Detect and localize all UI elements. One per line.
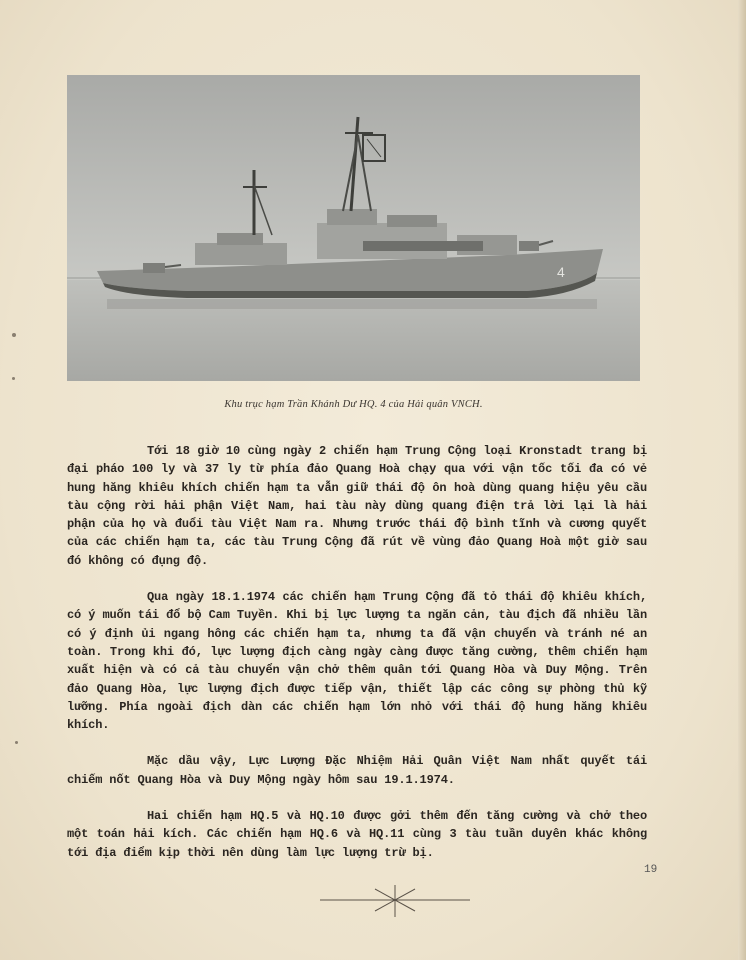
scan-speck xyxy=(12,377,15,380)
paragraph: Tới 18 giờ 10 cùng ngày 2 chiến hạm Trung Cộng loại Kronstadt trang bị đại pháo 100 ly và 37 ly từ phía đảo Quang Hoà chạy qua với vận tốc tối đa có vẻ hung hăng khiêu khích chiến hạm ta vẫn giữ thái độ ôn hoà dùng quang hiệu yêu cầu tàu cộng rời hải phận Việt Nam, hai tàu này dùng quang điện trả lời lại là hải phận của họ và đuổi tàu Việt Nam ra. Nhưng trước thái độ bình tĩnh và cương quyết của các chiến hạm ta, các tàu Trung Cộng đã rút về vùng đảo Quang Hoà một giờ sau đó không có đụng độ. xyxy=(67,444,647,568)
page-edge-shadow xyxy=(738,0,746,960)
ship-photo xyxy=(67,75,640,381)
scan-speck xyxy=(15,741,18,744)
paragraph: Mặc dầu vậy, Lực Lượng Đặc Nhiệm Hải Quân Việt Nam nhất quyết tái chiếm nốt Quang Hòa và Duy Mộng ngày hôm sau 19.1.1974. xyxy=(67,754,647,787)
scan-speck xyxy=(12,333,16,337)
paragraph: Hai chiến hạm HQ.5 và HQ.10 được gởi thêm đến tăng cường và chở theo một toán hải kích. Các chiến hạm HQ.6 và HQ.11 cùng 3 tàu tuần duyên khác không tới địa điểm kịp thời nên dùng làm lực lượng trừ bị. xyxy=(67,809,647,860)
page-number: 19 xyxy=(644,864,658,876)
paragraph: Qua ngày 18.1.1974 các chiến hạm Trung Cộng đã tỏ thái độ khiêu khích, có ý muốn tái đổ bộ Cam Tuyền. Khi bị lực lượng ta ngăn cản, tàu địch đã nhiều lần có ý định ủi ngang hông các chiến hạm ta, nhưng ta đã vận chuyển và tránh né an toàn. Trong khi đó, lực lượng địch càng ngày càng được tăng cường, thêm chiến hạm xuất hiện và có cả tàu chuyển vận chở thêm quân tới Quang Hòa và Duy Mộng. Trên đảo Quang Hòa, lực lượng địch được tiếp vận, thiết lập các công sự phòng thủ kỹ lưỡng. Phía ngoài địch dàn các chiến hạm lớn nhỏ với thái độ hung hăng khiêu khích. xyxy=(67,590,647,733)
photo-caption: Khu trục hạm Trần Khánh Dư HQ. 4 của Hải quân VNCH. xyxy=(224,399,483,410)
article-body xyxy=(67,442,647,880)
hull-number: 4 xyxy=(557,264,565,280)
ornament-divider xyxy=(320,885,470,922)
